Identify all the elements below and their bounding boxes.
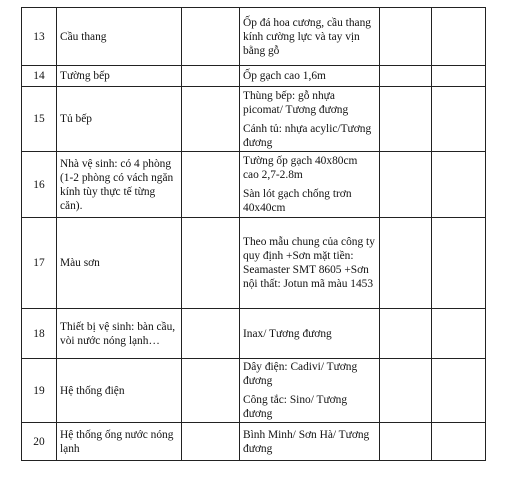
empty-cell [182,87,240,152]
empty-cell [432,8,486,66]
item-name: Cầu thang [57,8,182,66]
item-name: Thiết bị vệ sinh: bàn cầu, vòi nước nóng lạnh… [57,309,182,359]
empty-cell [432,218,486,309]
table-row [22,423,486,461]
empty-cell [182,218,240,309]
empty-cell [182,8,240,66]
row-number: 18 [22,309,57,359]
empty-cell [380,66,432,87]
row-number: 20 [22,423,57,461]
table-row [22,218,486,309]
item-name: Màu sơn [57,218,182,309]
row-number: 15 [22,87,57,152]
table-row [22,309,486,359]
item-description: Dây điện: Cadivi/ Tương đương Công tắc: Sino/ Tương đương [240,359,380,423]
empty-cell [380,218,432,309]
table-row [22,359,486,423]
row-number: 14 [22,66,57,87]
item-description: Bình Minh/ Sơn Hà/ Tương đương [240,423,380,461]
specification-table [21,7,486,461]
item-description: Thùng bếp: gỗ nhựa picomat/ Tương đương Cánh tủ: nhựa acylic/Tương đương [240,87,380,152]
item-name: Hệ thống ống nước nóng lạnh [57,423,182,461]
empty-cell [380,309,432,359]
empty-cell [182,309,240,359]
item-description: Tường ốp gạch 40x80cm cao 2,7-2.8m Sàn lót gạch chống trơn 40x40cm [240,152,380,218]
item-description: Theo mẫu chung của công ty quy định +Sơn mặt tiền: Seamaster SMT 8605 +Sơn nội thất: Jotun mã màu 1453 [240,218,380,309]
empty-cell [182,359,240,423]
table-row [22,8,486,66]
row-number: 16 [22,152,57,218]
empty-cell [432,66,486,87]
row-number: 17 [22,218,57,309]
item-name: Nhà vệ sinh: có 4 phòng (1-2 phòng có vách ngăn kính tùy thực tế từng căn). [57,152,182,218]
empty-cell [432,152,486,218]
item-description: Ốp gạch cao 1,6m [240,66,380,87]
empty-cell [380,152,432,218]
row-number: 19 [22,359,57,423]
table-row [22,66,486,87]
empty-cell [432,309,486,359]
empty-cell [380,423,432,461]
row-number: 13 [22,8,57,66]
empty-cell [432,423,486,461]
empty-cell [182,423,240,461]
empty-cell [380,359,432,423]
item-description: Ốp đá hoa cương, cầu thang kính cường lực và tay vịn bằng gỗ [240,8,380,66]
item-name: Hệ thống điện [57,359,182,423]
table-row [22,152,486,218]
empty-cell [380,8,432,66]
table-row [22,87,486,152]
empty-cell [432,359,486,423]
empty-cell [380,87,432,152]
item-description: Inax/ Tương đương [240,309,380,359]
item-name: Tủ bếp [57,87,182,152]
empty-cell [182,66,240,87]
item-name: Tường bếp [57,66,182,87]
empty-cell [182,152,240,218]
empty-cell [432,87,486,152]
